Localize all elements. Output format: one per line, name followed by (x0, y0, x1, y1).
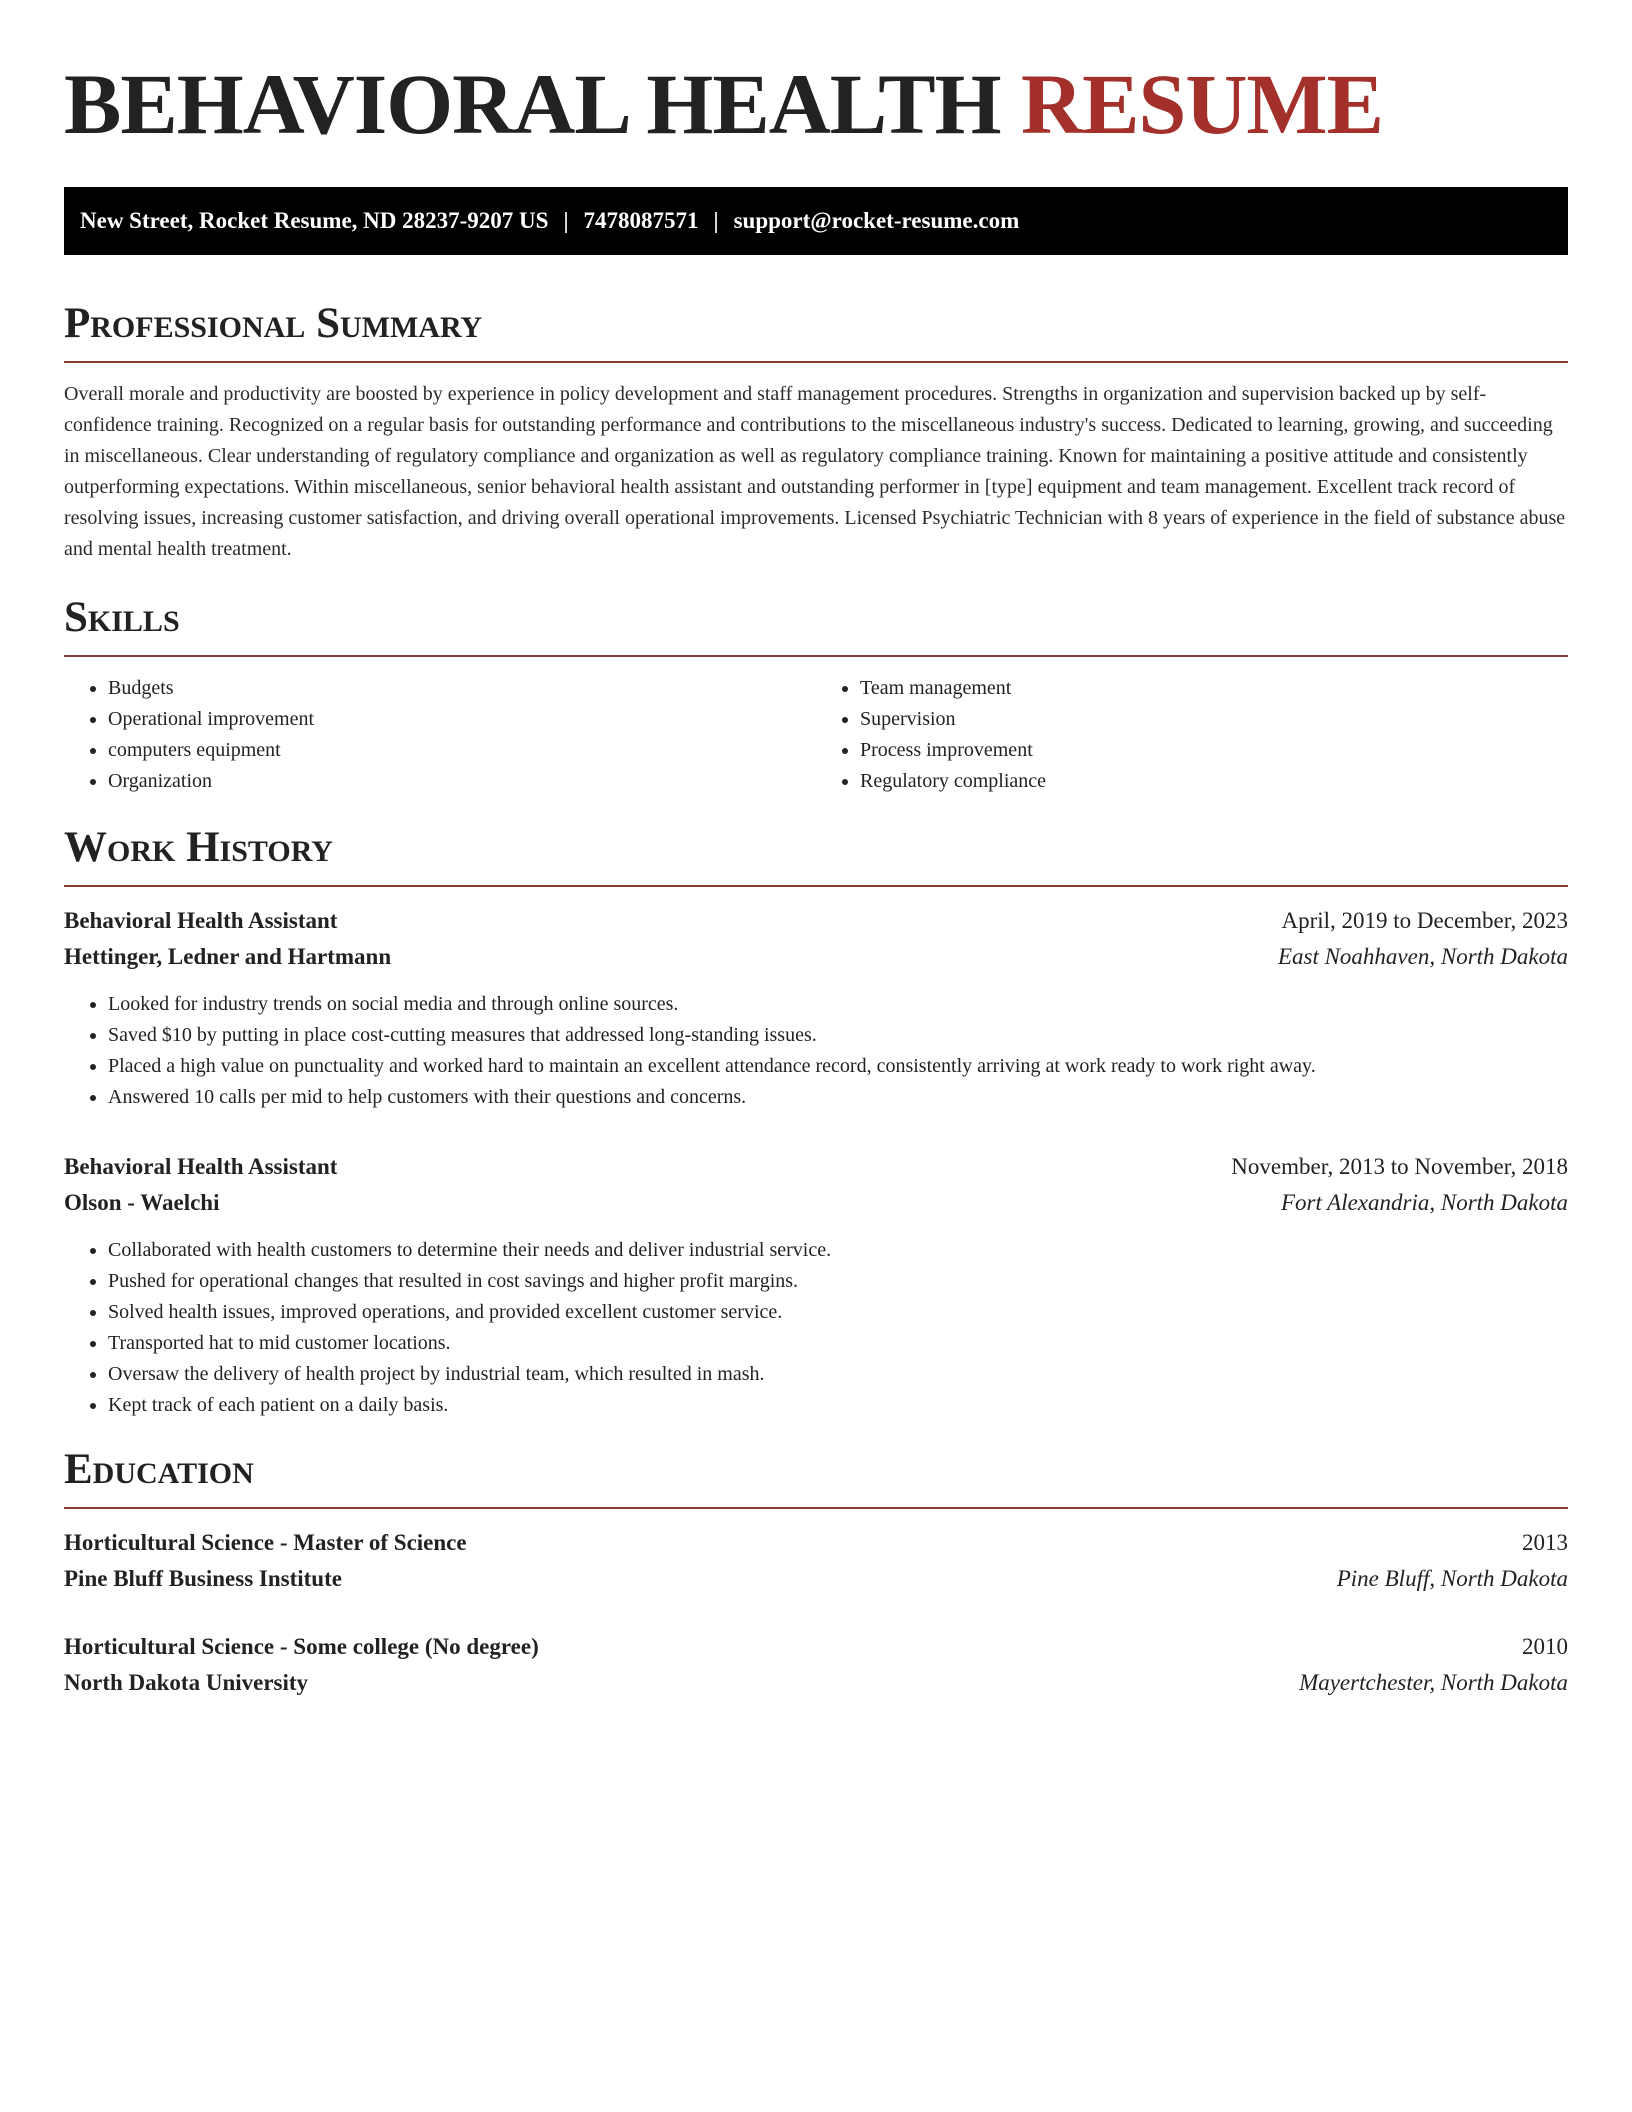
job-company: Hettinger, Ledner and Hartmann (64, 944, 392, 969)
skills-columns (64, 673, 1568, 797)
job-location: East Noahhaven, North Dakota (1277, 944, 1568, 969)
job-bullet: • Solved health issues, improved operations, and provided excellent customer service. (108, 1297, 1568, 1328)
job-bullet: • Answered 10 calls per mid to help customers with their questions and concerns. (108, 1082, 1568, 1113)
education-school: Pine Bluff Business Institute (64, 1566, 342, 1591)
contact-address: New Street, Rocket Resume, ND 28237-9207 US (80, 208, 549, 233)
section-divider (64, 361, 1568, 363)
skill-item: • Team management (860, 673, 1568, 704)
resume-title (64, 55, 1568, 153)
skills-right-column (816, 673, 1568, 797)
education-year: 2013 (1522, 1530, 1568, 1555)
section-divider (64, 885, 1568, 887)
job-bullet: • Oversaw the delivery of health project by industrial team, which resulted in mash. (108, 1359, 1568, 1390)
education-section (64, 1445, 1568, 1701)
skill-item: • Supervision (860, 704, 1568, 735)
job-bullet: • Pushed for operational changes that resulted in cost savings and higher profit margins. (108, 1266, 1568, 1297)
job-company-row (64, 939, 1568, 975)
education-location: Mayertchester, North Dakota (1299, 1670, 1568, 1695)
work-history-section (64, 823, 1568, 1421)
education-entry (64, 1629, 1568, 1701)
work-history-heading: Work History (64, 824, 333, 871)
title-accent: RESUME (1021, 56, 1383, 152)
education-school-row (64, 1561, 1568, 1597)
education-degree-row (64, 1629, 1568, 1665)
job-company: Olson - Waelchi (64, 1190, 220, 1215)
job-dates: November, 2013 to November, 2018 (1231, 1154, 1568, 1179)
section-divider (64, 655, 1568, 657)
job-location: Fort Alexandria, North Dakota (1280, 1190, 1568, 1215)
summary-text: Overall morale and productivity are boosted by experience in policy development and staff management procedures. Strengths in organization and supervision backed up by self-confidence training. Recognized on a regular basis for outstanding performance and contributions to the miscellaneous industry's success. Dedicated to learning, growing, and succeeding in miscellaneous. Clear understanding of regulatory compliance and organization as well as regulatory compliance training. Known for maintaining a positive attitude and consistently outperforming expectations. Within miscellaneous, senior behavioral health assistant and outstanding performer in [type] equipment and team management. Excellent track record of resolving issues, increasing customer satisfaction, and driving overall operational improvements. Licensed Psychiatric Technician with 8 years of experience in the field of substance abuse and mental health treatment. (64, 383, 1566, 560)
skills-section (64, 593, 1568, 797)
job-bullet: • Saved $10 by putting in place cost-cutting measures that addressed long-standing issues. (108, 1020, 1568, 1051)
skills-left-column (64, 673, 816, 797)
education-school-row (64, 1665, 1568, 1701)
contact-separator: | (563, 208, 569, 233)
skill-item: • Budgets (108, 673, 816, 704)
job-title: Behavioral Health Assistant (64, 908, 338, 933)
job-bullets (64, 1235, 1568, 1421)
education-school: North Dakota University (64, 1670, 309, 1695)
contact-phone[interactable]: 7478087571 (583, 208, 699, 233)
summary-section (64, 299, 1568, 565)
education-heading: Education (64, 1446, 254, 1493)
skill-item: • Process improvement (860, 735, 1568, 766)
skill-item: • Organization (108, 766, 816, 797)
education-degree: Horticultural Science - Master of Science (64, 1530, 467, 1555)
education-year: 2010 (1522, 1634, 1568, 1659)
education-degree: Horticultural Science - Some college (No degree) (64, 1634, 539, 1659)
job-bullets (64, 989, 1568, 1113)
education-entry (64, 1525, 1568, 1597)
contact-bar (64, 187, 1568, 255)
education-location: Pine Bluff, North Dakota (1336, 1566, 1568, 1591)
job-bullet: • Transported hat to mid customer locations. (108, 1328, 1568, 1359)
job-bullet: • Collaborated with health customers to determine their needs and deliver industrial service. (108, 1235, 1568, 1266)
title-main: BEHAVIORAL HEALTH (64, 56, 1022, 152)
job-bullet: • Kept track of each patient on a daily basis. (108, 1390, 1568, 1421)
contact-email[interactable]: support@rocket-resume.com (733, 208, 1020, 233)
skill-item: • Regulatory compliance (860, 766, 1568, 797)
job-dates: April, 2019 to December, 2023 (1281, 908, 1568, 933)
job-bullet: • Looked for industry trends on social media and through online sources. (108, 989, 1568, 1020)
job-title: Behavioral Health Assistant (64, 1154, 338, 1179)
skill-item: • computers equipment (108, 735, 816, 766)
job-header-row (64, 1149, 1568, 1185)
summary-heading: Professional Summary (64, 300, 483, 347)
job-entry (64, 1149, 1568, 1421)
job-company-row (64, 1185, 1568, 1221)
job-header-row (64, 903, 1568, 939)
contact-separator: | (713, 208, 719, 233)
skills-heading: Skills (64, 594, 180, 641)
job-entry (64, 903, 1568, 1113)
skill-item: • Operational improvement (108, 704, 816, 735)
section-divider (64, 1507, 1568, 1509)
education-degree-row (64, 1525, 1568, 1561)
job-bullet: • Placed a high value on punctuality and worked hard to maintain an excellent attendance record, consistently arriving at work ready to work right away. (108, 1051, 1568, 1082)
